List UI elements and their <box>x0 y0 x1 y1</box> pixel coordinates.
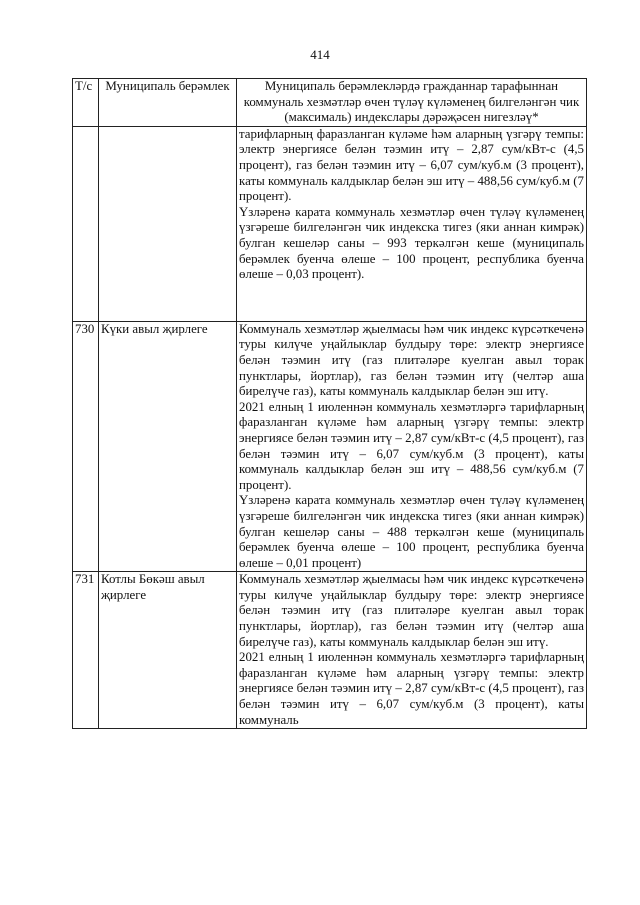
row-description <box>237 572 587 729</box>
row-description <box>237 321 587 572</box>
table-row <box>73 126 587 321</box>
row-number: 730 <box>73 321 99 572</box>
paragraph: Үзләренә карата коммуналь хезмәтләр өчен түләү күләменең үзгәреше билгеләнгән чик индекска тигез (яки аннан кимрәк) булган кешеләр саны – 488 теркәлгән кеше (муниципаль берәмлек буенча өлеше – 100 процент, республика буенча өлеше – 0,01 процент) <box>239 493 584 570</box>
paragraph: Үзләренә карата коммуналь хезмәтләр өчен түләү күләменең үзгәреше билгеләнгән чик индекска тигез (яки аннан кимрәк) булган кешеләр саны – 993 теркәлгән кеше (муниципаль берәмлек буенча өлеше – 100 процент, республика буенча өлеше – 0,03 процент). <box>239 204 584 282</box>
table-row <box>73 321 587 572</box>
row-municipality <box>99 126 237 321</box>
paragraph: Коммуналь хезмәтләр җыелмасы һәм чик индекс күрсәткеченә туры килүче уңайлыклар булдыру төре: электр энергиясе белән тәэмин итү (газ плитәләре куелган авыл торак пунктлары, йортлар), газ белән тәэмин итү (челтәр аша бирелүче газ), каты коммуналь калдыклар белән эш итү. <box>239 321 584 399</box>
row-number <box>73 126 99 321</box>
row-municipality: Котлы Бөкәш авыл җирлеге <box>99 572 237 729</box>
header-municipality: Муниципаль берәмлек <box>99 79 237 127</box>
row-description <box>237 126 587 321</box>
paragraph: Коммуналь хезмәтләр җыелмасы һәм чик индекс күрсәткеченә туры килүче уңайлыклар булдыру төре: электр энергиясе белән тәэмин итү (газ плитәләре куелган авыл торак пунктлары, йортлар), газ белән тәэмин итү (челтәр аша бирелүче газ), каты коммуналь калдыклар белән эш итү. <box>239 572 584 649</box>
table-header-row <box>73 79 587 127</box>
page-number: 414 <box>310 47 330 62</box>
municipal-tariff-table <box>72 78 587 729</box>
paragraph: 2021 елның 1 июленнән коммуналь хезмәтләргә тарифларның фаразланган күләме һәм аларның үзгәрү темпы: электр энергиясе белән тәэмин итү – 2,87 сум/кВт-с (4,5 процент), газ белән тәэмин итү – 6,07 сум/куб.м (3 процент), каты коммуналь <box>239 650 584 727</box>
paragraph: тарифларның фаразланган күләме һәм аларның үзгәрү темпы: электр энергиясе белән тәэмин итү – 2,87 сум/кВт-с (4,5 процент), газ белән тәэмин итү – 6,07 сум/куб.м (3 процент), каты коммуналь калдыклар белән эш итү – 488,56 сум/куб.м (7 процент). <box>239 126 584 204</box>
table-row <box>73 572 587 729</box>
header-description: Муниципаль берәмлекләрдә гражданнар тарафыннан коммуналь хезмәтләр өчен түләү күләменең билгеләнгән чик (максималь) индекслары дәрәҗәсен нигезләү* <box>237 79 587 127</box>
row-number: 731 <box>73 572 99 729</box>
header-number: Т/с <box>73 79 99 127</box>
paragraph: 2021 елның 1 июленнән коммуналь хезмәтләргә тарифларның фаразланган күләме һәм аларның үзгәрү темпы: электр энергиясе белән тәэмин итү – 2,87 сум/кВт-с (4,5 процент), газ белән тәэмин итү – 6,07 сум/куб.м (3 процент), каты коммуналь калдыклар белән эш итү – 488,56 сум/куб.м (7 процент). <box>239 399 584 492</box>
row-municipality: Күки авыл җирлеге <box>99 321 237 572</box>
